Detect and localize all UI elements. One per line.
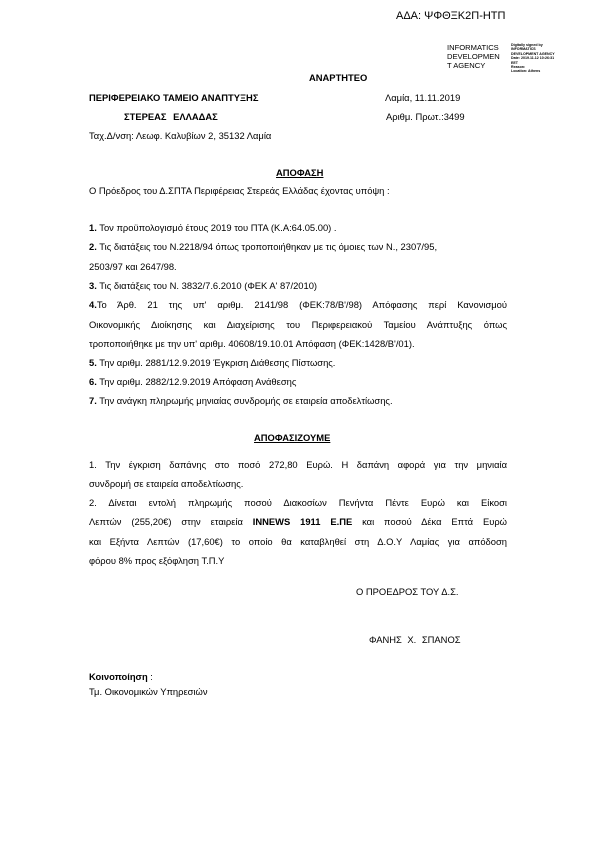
- stamp-detail-line: Reason:: [511, 65, 526, 70]
- consideration-item-4-cont: Οικονομικής Διοίκησης και Διαχείρισης του Περιφερειακού Ταμείου Ανάπτυξης όπως: [89, 319, 507, 330]
- stamp-detail-line: Digitally signed by: [511, 43, 543, 47]
- item-number: 5: [89, 357, 95, 368]
- item-text: Την ανάγκη πληρωμής μηνιαίας συνδρομής σε εταιρεία αποδελτίωσης.: [99, 395, 393, 406]
- organization-name: ΠΕΡΙΦΕΡΕΙΑΚΟ ΤΑΜΕΙΟ ΑΝΑΠΤΥΞΗΣ: [89, 92, 259, 103]
- consideration-item-3: [89, 280, 317, 291]
- stamp-text-line: T AGENCY: [447, 61, 486, 70]
- decide-paragraph-2: 2. Δίνεται εντολή πληρωμής ποσού Διακοσίων Πενήντα Πέντε Ευρώ και Είκοσι: [89, 497, 507, 508]
- item-number: 3: [89, 280, 95, 291]
- consideration-item-7: [89, 395, 393, 406]
- signature-name: ΦΑΝΗΣ Χ. ΣΠΑΝΟΣ: [369, 634, 461, 645]
- notification-recipient: Τμ. Οικονομικών Υπηρεσιών: [89, 686, 208, 697]
- item-number: 2: [89, 241, 95, 252]
- decide-paragraph-2-line3: και Εξήντα Λεπτών (17,60€) το οποίο θα καταβληθεί στη Δ.Ο.Υ Λαμίας για απόδοση: [89, 536, 507, 547]
- consideration-item-5: [89, 357, 335, 368]
- item-dot: .: [94, 395, 97, 406]
- item-dot: .: [94, 376, 97, 387]
- item-number: 4: [89, 299, 95, 310]
- notification-title: Κοινοποίηση: [89, 671, 148, 682]
- payment-text: και ποσού Δέκα Επτά Ευρώ: [362, 516, 507, 527]
- item-dot: .: [94, 357, 97, 368]
- notification-heading: [89, 671, 153, 682]
- stamp-detail-line: EET: [511, 60, 518, 65]
- item-dot: .: [94, 280, 97, 291]
- stamp-detail-line: Location: Athens: [511, 69, 541, 74]
- item-dot: .: [94, 222, 97, 233]
- protocol-number: Αριθμ. Πρωτ.:3499: [386, 111, 465, 122]
- consideration-item-4: [89, 299, 507, 310]
- company-name: INNEWS 1911 Ε.ΠΕ: [252, 516, 353, 527]
- decide-title: ΑΠΟΦΑΣΙΖΟΥΜΕ: [254, 432, 331, 443]
- item-text: Τις διατάξεις του Ν.2218/94 όπως τροποποιήθηκαν με τις όμοιες των Ν., 2307/95,: [99, 241, 438, 252]
- signature-role: Ο ΠΡΟΕΔΡΟΣ ΤΟΥ Δ.Σ.: [356, 586, 459, 597]
- decision-title: ΑΠΟΦΑΣΗ: [276, 167, 324, 178]
- consideration-item-1: [89, 222, 337, 233]
- decision-intro: Ο Πρόεδρος του Δ.ΣΠΤΑ Περιφέρειας Στερεάς Ελλάδας έχοντας υπόψη :: [89, 185, 390, 196]
- payment-text: Λεπτών (255,20€) στην εταιρεία: [89, 516, 243, 527]
- organization-address: Ταχ.Δ/νση: Λεωφ. Καλυβίων 2, 35132 Λαμία: [89, 130, 272, 141]
- stamp-detail-line: DEVELOPMENT AGENCY: [511, 51, 555, 56]
- decide-paragraph-1-cont: συνδρομή σε εταιρεία αποδελτίωσης.: [89, 478, 244, 489]
- stamp-detail-line: INFORMATICS: [511, 47, 536, 52]
- item-text: Την αριθμ. 2882/12.9.2019 Απόφαση Ανάθεσης: [99, 376, 297, 387]
- consideration-item-2: [89, 241, 437, 252]
- decide-paragraph-2-line4: φόρου 8% προς εξόφληση Τ.Π.Υ: [89, 555, 225, 566]
- stamp-detail-line: Date: 2019.11.12 10:26:31: [511, 56, 555, 61]
- consideration-item-2-cont: 2503/97 και 2647/98.: [89, 261, 177, 272]
- item-text: Την αριθμ. 2881/12.9.2019 Έγκριση Διάθεσης Πίστωσης.: [99, 357, 336, 368]
- place-date: Λαμία, 11.11.2019: [385, 92, 461, 103]
- consideration-item-6: [89, 376, 296, 387]
- item-number: 1: [89, 222, 95, 233]
- decide-paragraph-2-line2: [89, 516, 507, 527]
- digital-signature-stamp: [447, 43, 500, 70]
- notification-colon: :: [150, 671, 153, 682]
- stamp-details: [511, 43, 555, 74]
- item-dot: .: [94, 299, 97, 310]
- item-text: Τον προϋπολογισμό έτους 2019 του ΠΤΑ (Κ.Α:64.05.00) .: [99, 222, 337, 233]
- item-text: Το Άρθ. 21 της υπ' αριθμ. 2141/98 (ΦΕΚ:78/Β'/98) Απόφασης περί Κανονισμού: [96, 299, 507, 310]
- consideration-item-4-cont: τροποποιήθηκε με την υπ' αριθμ. 40608/19.10.01 Απόφαση (ΦΕΚ:1428/Β'/01).: [89, 338, 415, 349]
- stamp-text-line: DEVELOPMEN: [447, 52, 500, 61]
- item-number: 6: [89, 376, 95, 387]
- posting-label: ΑΝΑΡΤΗΤΕΟ: [309, 72, 368, 83]
- decide-paragraph-1: 1. Την έγκριση δαπάνης στο ποσό 272,80 Ευρώ. Η δαπάνη αφορά για την μηνιαία: [89, 459, 507, 470]
- item-number: 7: [89, 395, 95, 406]
- stamp-text-line: INFORMATICS: [447, 43, 499, 52]
- ada-code: ΑΔΑ: ΨΦΘΞΚ2Π-ΗΤΠ: [396, 10, 506, 22]
- organization-region: ΣΤΕΡΕΑΣ ΕΛΛΑΔΑΣ: [124, 111, 218, 122]
- item-text: Τις διατάξεις του Ν. 3832/7.6.2010 (ΦΕΚ Α' 87/2010): [99, 280, 318, 291]
- item-dot: .: [94, 241, 97, 252]
